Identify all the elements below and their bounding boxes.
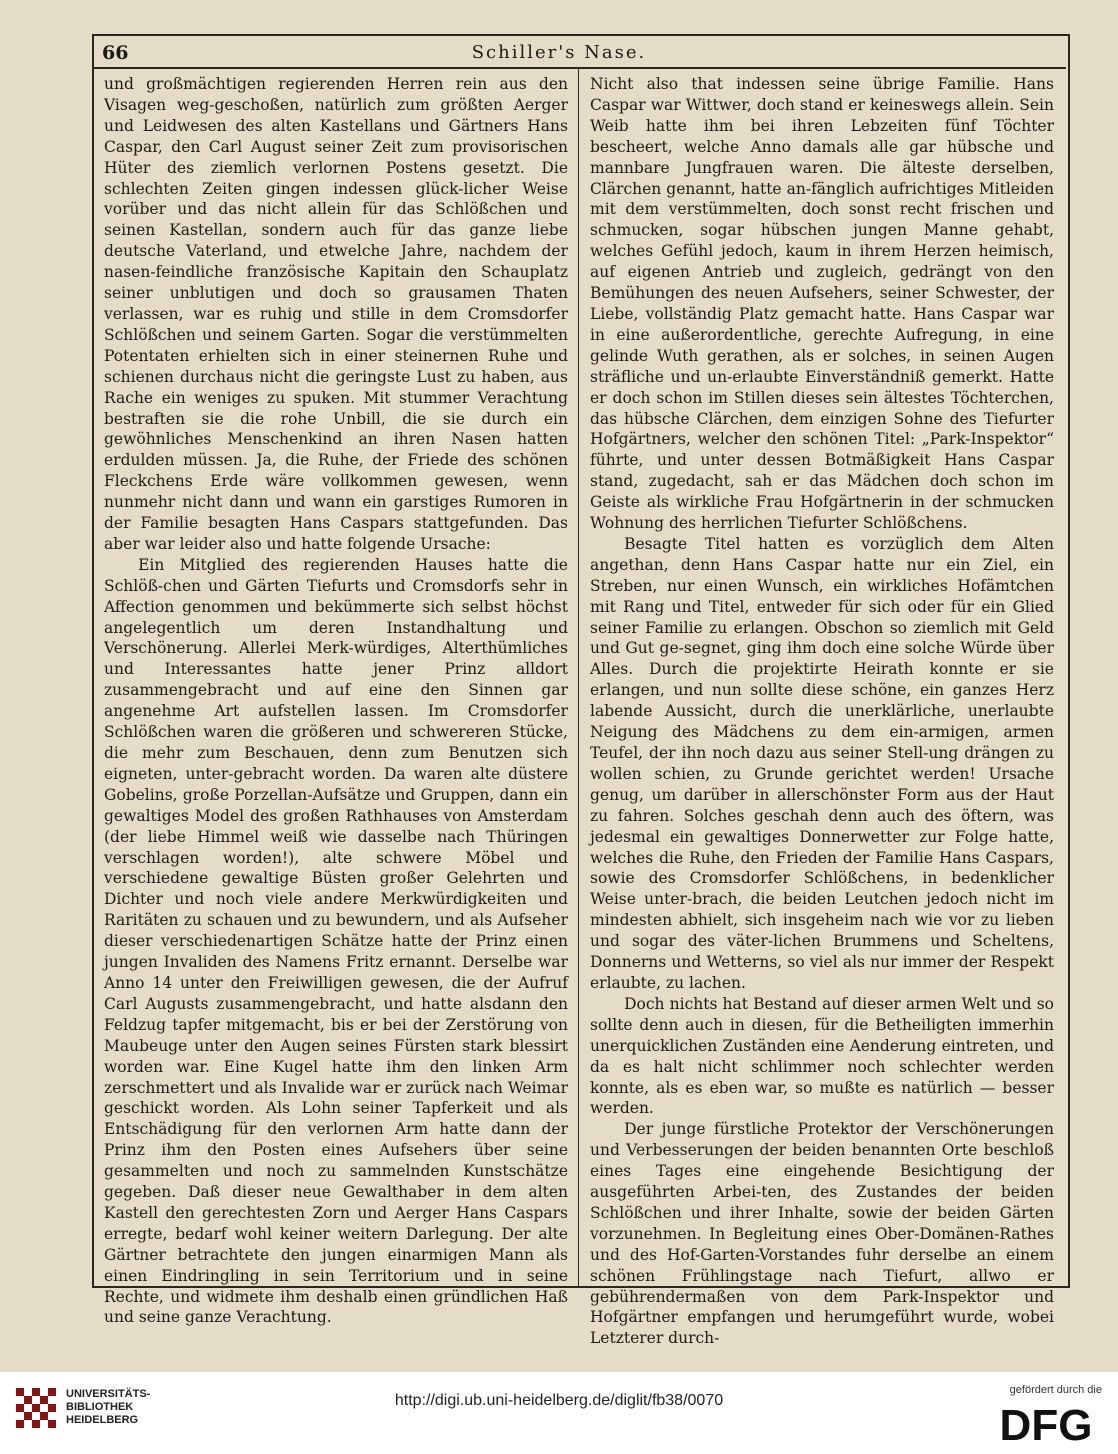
paragraph: Ein Mitglied des regierenden Hauses hatte die Schlöß-chen und Gärten Tiefurts und Cromsdorfs sehr in Affection genommen und bekümmerte sich selbst höchst angelegentlich um deren Instandhaltung und Verschönerung. Allerlei Merk-würdiges, Alterthümliches und Interessantes hatte jener Prinz alldort zusammengebracht und auf eine den Sinnen gar angenehme Art aufstellen lassen. Im Cromsdorfer Schlößchen waren die größeren und schwereren Stücke, die mehr zum Beschauen, denn zum Benutzen sich eigneten, unter-gebracht worden. Da waren alte düstere Gobelins, große Porzellan-Aufsätze und Gruppen, dann ein gewaltiges Model des großen Rathhauses von Amsterdam (der liebe Himmel weiß wie dasselbe nach Thüringen verschlagen worden!), alte schwere Möbel und verschiedene gewaltige Büsten großer Gelehrten und Dichter und noch viele andere Merkwürdigkeiten und Raritäten zu schauen und zu bewundern, und als Aufseher dieser verschiedenartigen Schätze hatte der Prinz einen jungen Invaliden des Namens Fritz ernannt. Derselbe war Anno 14 unter den Freiwilligen gewesen, die der Aufruf Carl Augusts zusammengebracht, und hatte alsdann den Feldzug tapfer mitgemacht, bis er bei der Zerstörung von Maubeuge unter den Augen seines Fürsten stark blessirt worden war. Eine Kugel hatte ihm den linken Arm zerschmettert und als Invalide war er zurück nach Weimar geschickt worden. Als Lohn seiner Tapferkeit und als Entschädigung für den verlornen Arm hatte dann der Prinz ihm den Posten eines Aufsehers über seine gesammelten und noch zu sammelnden Kunstschätze gegeben. Daß dieser neue Gewalthaber in dem alten Kastell den gerechtesten Zorn und Aerger Hans Caspars erregte, bedarf wohl keiner weitern Darlegung. Der alte Gärtner betrachtete den jungen einarmigen Mann als einen Eindringling in sein Territorium und in seine Rechte, und widmete ihm deshalb einen gründlichen Haß und seine ganze Verachtung. (104, 555, 568, 1327)
dfg-logo-text: DFG (999, 1401, 1093, 1450)
paragraph: Der junge fürstliche Protektor der Verschönerungen und Verbesserungen der beiden benannten Orte beschloß eines Tages eine eingehende Besichtigung der ausgeführten Arbei-ten, des Zustandes der beiden Schlößchen und ihrer Inhalte, sowie der beiden Gärten vorzunehmen. In Begleitung eines Ober-Domänen-Rathes und des Hof-Garten-Vorstandes fuhr derselbe an einem schönen Frühlingstage nach Tiefurt, allwo er gebührendermaßen von dem Park-Inspektor und Hofgärtner empfangen und herumgeführt wurde, wobei Letzterer durch- (590, 1120, 1054, 1348)
library-name-line: HEIDELBERG (66, 1414, 139, 1426)
page-number: 66 (102, 42, 129, 64)
header-rule (94, 67, 1066, 69)
paragraph: Nicht also that indessen seine übrige Familie. Hans Caspar war Wittwer, doch stand er keineswegs allein. Sein Weib hatte ihm bei ihren Lebzeiten fünf Töchter bescheert, welche Anno damals alle gar hübsche und mannbare Jungfrauen waren. Die älteste derselben, Clärchen genannt, hatte an-fänglich aufrichtiges Mitleiden mit dem verstümmelten, doch sonst recht frischen und schmucken, sogar hübschen jungen Manne gehabt, welches Gefühl jedoch, kaum in ihrem Herzen heimisch, auf eigenen Antrieb und zugleich, gedrängt von den Bemühungen des neuen Aufsehers, seiner Schwester, der Liebe, vollständig Platz gemacht hatte. Hans Caspar war in eine außerordentliche, gerechte Aufregung, in eine gelinde Wuth gerathen, als er solches, in seinen Augen sträfliche und un-erlaubte Einverständniß gemerkt. Hatte er doch schon im Stillen dieses sein ältestes Töchterchen, das hübsche Clärchen, dem einzigen Sohne des Tiefurter Hofgärtners, welcher den schönen Titel: „Park-Inspektor“ führte, und unter dessen Botmäßigkeit Hans Caspar stand, zugedacht, sah er das Mädchen doch schon im Geiste als wirkliche Frau Hofgärtnerin in der schmucken Wohnung des herrlichen Tiefurter Schlößchens. (590, 75, 1054, 533)
column-divider (578, 69, 579, 1286)
funding-note: gefördert durch die (1009, 1384, 1102, 1396)
text-column-left (104, 74, 568, 1327)
library-name-line: UNIVERSITÄTS- (66, 1388, 151, 1400)
running-head: Schiller's Nase. (471, 42, 647, 63)
footer-bar (0, 1372, 1118, 1454)
library-name-line: BIBLIOTHEK (66, 1401, 134, 1413)
paragraph: und großmächtigen regierenden Herren rein aus den Visagen weg-geschoßen, natürlich zum größten Aerger und Leidwesen des alten Kastellans und Gärtners Hans Caspar, den Carl August seiner Zeit zum provisorischen Hüter des ziemlich verlornen Postens gesetzt. Die schlechten Zeiten gingen indessen glück-licher Weise vorüber und das nicht allein für das Schlößchen und seinen Kastellan, sondern auch für das ganze liebe deutsche Vaterland, und etwelche Jahre, nachdem der nasen-feindliche französische Kapitain den Schauplatz seiner unblutigen und doch so grausamen Thaten verlassen, war es ruhig und stille in dem Cromsdorfer Schlößchen und seinem Garten. Sogar die verstümmelten Potentaten erhielten sich in einer steinernen Ruhe und schienen durchaus nicht die geringste Lust zu haben, aus Rache ein weniges zu spuken. Mit stummer Verachtung bestraften sie die rohe Unbill, die sie durch ein gewöhnliches Menschenkind an ihren Nasen hatten erdulden müssen. Ja, die Ruhe, der Friede des schönen Fleckchens Erde wäre vollkommen gewesen, wenn nunmehr nicht dann und wann ein garstiges Rumoren in der Familie besagten Hans Caspars stattgefunden. Das aber war leider also und hatte folgende Ursache: (104, 75, 568, 553)
paragraph: Doch nichts hat Bestand auf dieser armen Welt und so sollte denn auch in diesen, für die Betheiligten immerhin unerquicklichen Zuständen eine Aenderung eintreten, und da es halt nicht schlimmer noch schlechter werden konnte, als es eben war, so mußte es natürlich — besser werden. (590, 994, 1054, 1118)
text-column-right (590, 74, 1054, 1348)
dfg-logo-icon (990, 1400, 1102, 1450)
source-url-link[interactable]: http://digi.ub.uni-heidelberg.de/diglit/fb38/0070 (394, 1392, 724, 1409)
paragraph: Besagte Titel hatten es vorzüglich dem Alten angethan, denn Hans Caspar hatte nur ein Ziel, ein Streben, nur einen Wunsch, ein wirkliches Hofämtchen mit Rang und Titel, entweder für sich oder für ein Glied seiner Familie zu erlangen. Obschon so ziemlich mit Geld und Gut ge-segnet, ging ihm doch eine solche Würde über Alles. Durch die projektirte Heirath konnte er sie erlangen, und nun sollte diese schöne, ein ganzes Herz labende Aussicht, durch die unerklärliche, unerlaubte Neigung des Mädchens zu dem ein-armigen, armen Teufel, der ihn noch dazu aus seiner Stell-ung drängen zu wollen schien, zu Grunde gerichtet werden! Ursache genug, um darüber in allerschönster Form aus der Haut zu fahren. Solches geschah denn auch des öftern, was jedesmal ein gewaltiges Donnerwetter zur Folge hatte, welches die Ruhe, den Frieden der Familie Hans Caspars, sowie des Cromsdorfer Schlößchens, in bedenklicher Weise unter-brach, die beiden Leutchen jedoch nicht im mindesten abhielt, sich insgeheim nach wie vor zu lieben und sogar des väter-lichen Brummens und Scheltens, Donnerns und Wetterns, so viel als nur immer der Respekt erlaubte, zu lachen. (590, 534, 1054, 992)
